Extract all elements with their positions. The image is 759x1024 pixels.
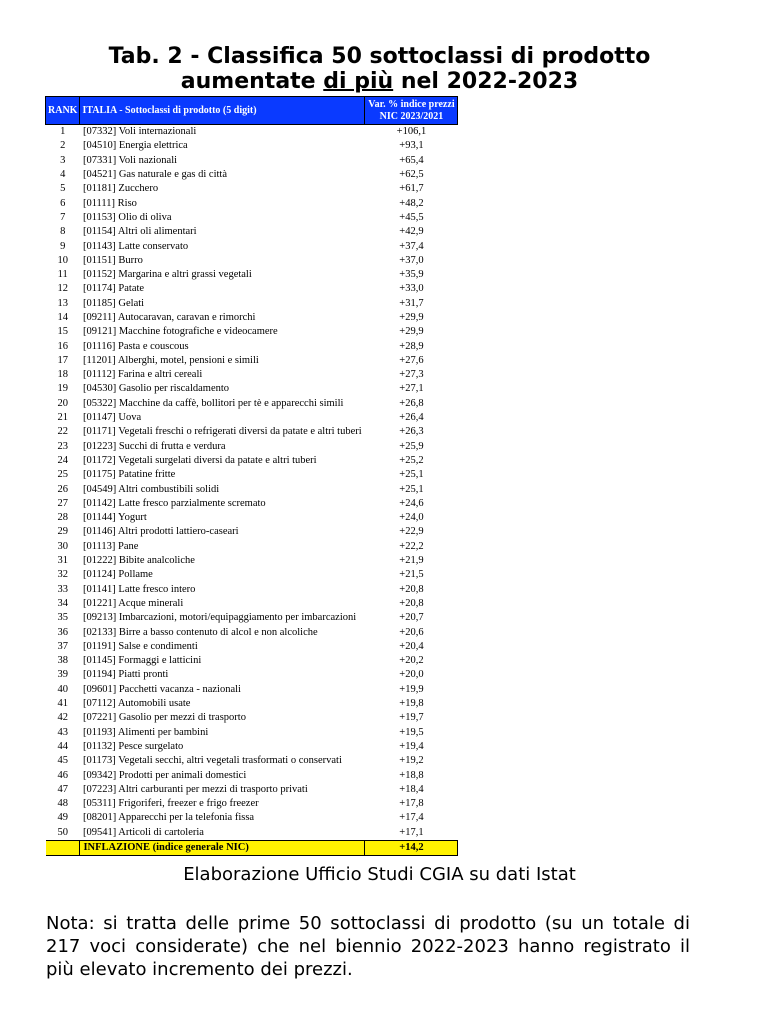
value-cell: +25,1 [399,469,424,481]
rank-cell: 44 [57,740,68,752]
product-name-cell: [01151] Burro [82,254,143,266]
rank-cell: 14 [57,312,68,323]
value-cell: +37,4 [399,240,424,252]
rank-cell: 16 [57,340,68,352]
value-cell: +19,4 [399,740,424,752]
rank-cell: 28 [57,512,68,524]
product-name-cell: [02133] Birre a basso contenuto di alcol e non alcoliche [82,626,318,638]
table-row [46,196,458,210]
title-line-2 [0,69,759,94]
value-cell: +25,9 [399,440,424,452]
rank-cell: 7 [60,211,66,223]
product-name-cell: [01147] Uova [82,412,142,424]
table-row [46,411,458,425]
rank-cell: 45 [57,755,68,767]
value-cell: +20,7 [399,612,424,624]
value-cell: +29,9 [399,312,424,323]
table-row [46,139,458,153]
value-cell: +35,9 [399,269,424,281]
inflation-value: +14,2 [365,840,458,855]
rank-cell: 29 [57,526,68,538]
rank-cell: 25 [57,469,68,481]
product-name-cell: [01193] Alimenti per bambini [82,726,209,738]
product-name-cell: [01145] Formaggi e latticini [82,655,202,667]
source-caption: Elaborazione Ufficio Studi CGIA su dati Istat [183,864,576,885]
inflation-rank-cell [46,840,80,855]
product-name-cell: [01112] Farina e altri cereali [82,369,203,381]
rank-cell: 3 [60,154,66,166]
rank-cell: 12 [57,283,68,295]
table-row [46,797,458,811]
value-cell: +45,5 [399,211,424,223]
rank-cell: 17 [57,354,68,366]
table-row [46,382,458,396]
rank-cell: 32 [57,569,68,581]
table-row [46,583,458,597]
product-name-cell: [01173] Vegetali secchi, altri vegetali trasformati o conservati [82,755,342,767]
product-name-cell: [01185] Gelati [82,297,145,309]
rank-cell: 13 [57,297,68,309]
product-name-cell: [07331] Voli nazionali [82,154,178,166]
product-name-cell: [01181] Zucchero [82,183,159,195]
table-row [46,740,458,754]
value-cell: +48,2 [399,197,424,209]
product-name-cell: [01174] Patate [82,283,145,295]
rank-cell: 46 [57,769,68,781]
inflation-label: INFLAZIONE (indice generale NIC) [80,840,365,855]
table-row [46,425,458,439]
value-cell: +17,1 [399,826,424,838]
rank-cell: 26 [57,483,68,495]
value-cell: +20,8 [399,583,424,595]
value-cell: +20,6 [399,626,424,638]
product-name-cell: [01223] Succhi di frutta e verdura [82,440,226,452]
table-row [46,611,458,625]
document-title [0,44,759,94]
value-cell: +61,7 [399,183,424,195]
value-cell: +27,1 [399,383,424,395]
value-cell: +37,0 [399,254,424,266]
rank-cell: 49 [57,812,68,824]
value-cell: +17,4 [399,812,424,824]
rank-cell: 34 [57,597,68,609]
table-row [46,311,458,325]
rank-cell: 35 [57,612,68,624]
product-name-cell: [01154] Altri oli alimentari [82,226,197,238]
value-cell: +19,7 [399,712,424,724]
value-cell: +26,4 [399,412,424,424]
rank-cell: 9 [60,240,66,252]
product-name-cell: [07221] Gasolio per mezzi di trasporto [82,712,246,724]
product-name-cell: [01221] Acque minerali [82,597,184,609]
value-cell: +19,8 [399,698,424,710]
rank-cell: 19 [57,383,68,395]
value-cell: +22,2 [399,540,424,552]
product-name-cell: [01152] Margarina e altri grassi vegetali [82,269,252,281]
table-row [46,397,458,411]
rank-cell: 39 [57,669,68,681]
product-name-cell: [01171] Vegetali freschi o refrigerati diversi da patate e altri tuberi [82,426,362,438]
table-row [46,339,458,353]
value-cell: +93,1 [399,140,424,152]
product-name-cell: [04549] Altri combustibili solidi [82,483,220,495]
table-row [46,239,458,253]
value-cell: +20,0 [399,669,424,681]
value-cell: +42,9 [399,226,424,238]
product-name-cell: [09121] Macchine fotografiche e videocamere [82,326,278,338]
table-row [46,225,458,239]
table-row [46,540,458,554]
product-name-cell: [01146] Altri prodotti lattiero-caseari [82,526,239,538]
rank-cell: 10 [57,254,68,266]
product-name-cell: [07112] Automobili usate [82,698,191,710]
rank-cell: 6 [60,197,66,209]
value-cell: +17,8 [399,798,424,810]
value-cell: +24,0 [399,512,424,524]
product-name-cell: [09601] Pacchetti vacanza - nazionali [82,683,241,695]
table-row [46,282,458,296]
product-name-cell: [01175] Patatine fritte [82,469,176,481]
title-line-2-start: aumentate [180,69,324,94]
rank-cell: 42 [57,712,68,724]
header-value-line-2: NIC 2023/2021 [379,110,444,122]
table-row [46,182,458,196]
value-cell: +27,6 [399,354,424,366]
table-row [46,125,458,140]
product-name-cell: [01194] Piatti pronti [82,669,169,681]
value-cell: +106,1 [396,126,427,138]
value-cell: +19,9 [399,683,424,695]
table-row [46,254,458,268]
product-name-cell: [01172] Vegetali surgelati diversi da patate e altri tuberi [82,454,317,466]
rank-cell: 20 [57,397,68,409]
rank-cell: 11 [57,269,68,281]
product-name-cell: [04510] Energia elettrica [82,140,188,152]
table-row [46,482,458,496]
value-cell: +22,9 [399,526,424,538]
table-row [46,168,458,182]
table-row [46,826,458,841]
table-row [46,725,458,739]
product-name-cell: [01116] Pasta e couscous [82,340,189,352]
value-cell: +62,5 [399,169,424,181]
rank-cell: 38 [57,655,68,667]
rank-cell: 31 [57,555,68,567]
rank-cell: 47 [57,783,68,795]
rank-cell: 15 [57,326,68,338]
table-body [46,125,458,856]
product-name-cell: [01142] Latte fresco parzialmente scremato [82,497,266,509]
table-row [46,711,458,725]
value-cell: +25,1 [399,483,424,495]
table-row [46,154,458,168]
value-cell: +20,8 [399,597,424,609]
value-cell: +18,4 [399,783,424,795]
value-cell: +20,4 [399,640,424,652]
product-name-cell: [09541] Articoli di cartoleria [82,826,204,838]
value-cell: +19,5 [399,726,424,738]
rank-cell: 33 [57,583,68,595]
product-name-cell: [01144] Yogurt [82,512,147,524]
value-cell: +19,2 [399,755,424,767]
table-row [46,640,458,654]
rank-cell: 1 [60,126,66,138]
product-name-cell: [08201] Apparecchi per la telefonia fissa [82,812,255,824]
rank-cell: 30 [57,540,68,552]
product-name-cell: [11201] Alberghi, motel, pensioni e simili [82,354,259,366]
product-name-cell: [01141] Latte fresco intero [82,583,196,595]
title-line-2-end: nel 2022-2023 [393,69,579,94]
value-cell: +25,2 [399,454,424,466]
table-row [46,454,458,468]
product-name-cell: [07332] Voli internazionali [82,126,197,138]
value-cell: +21,9 [399,555,424,567]
rank-cell: 8 [60,226,66,238]
rank-cell: 50 [57,826,68,838]
header-rank: RANK [46,97,80,125]
rank-cell: 23 [57,440,68,452]
footnote: Nota: si tratta delle prime 50 sottoclassi di prodotto (su un totale di 217 voci considerate) che nel biennio 2022-2023 hanno registrato il più elevato incremento dei prezzi. [46,913,690,980]
product-name-cell: [09211] Autocaravan, caravan e rimorchi [82,312,256,323]
rank-cell: 22 [57,426,68,438]
table-row [46,325,458,339]
rank-cell: 43 [57,726,68,738]
value-cell: +24,6 [399,497,424,509]
value-cell: +20,2 [399,655,424,667]
table-row [46,768,458,782]
value-cell: +31,7 [399,297,424,309]
rank-cell: 5 [60,183,66,195]
title-line-2-underlined: di più [323,69,394,94]
rank-cell: 18 [57,369,68,381]
table-row [46,368,458,382]
header-value-line-1: Var. % indice prezzi [368,98,455,110]
table-row [46,554,458,568]
table-row [46,811,458,825]
ranking-table [45,96,458,856]
rank-cell: 2 [60,140,66,152]
rank-cell: 36 [57,626,68,638]
value-cell: +18,8 [399,769,424,781]
table-row [46,468,458,482]
rank-cell: 27 [57,497,68,509]
table-row [46,625,458,639]
table-row [46,211,458,225]
table-row [46,525,458,539]
product-name-cell: [05311] Frigoriferi, freezer e frigo freezer [82,798,259,810]
value-cell: +26,3 [399,426,424,438]
product-name-cell: [04521] Gas naturale e gas di città [82,169,227,181]
product-name-cell: [01132] Pesce surgelato [82,740,184,752]
title-line-1: Tab. 2 - Classifica 50 sottoclassi di prodotto [108,44,651,69]
value-cell: +27,3 [399,369,424,381]
table-row [46,697,458,711]
table-row [46,497,458,511]
table-row [46,683,458,697]
product-name-cell: [01153] Olio di oliva [82,211,172,223]
product-name-cell: [09213] Imbarcazioni, motori/equipaggiamento per imbarcazioni [82,612,357,624]
table-row [46,597,458,611]
value-cell: +33,0 [399,283,424,295]
table-row [46,440,458,454]
product-name-cell: [07223] Altri carburanti per mezzi di trasporto privati [82,783,308,795]
inflation-row [46,840,458,855]
rank-cell: 41 [57,698,68,710]
product-name-cell: [04530] Gasolio per riscaldamento [82,383,230,395]
rank-cell: 21 [57,412,68,424]
table-header-row [46,97,458,125]
table-row [46,783,458,797]
value-cell: +28,9 [399,340,424,352]
product-name-cell: [01113] Pane [82,540,139,552]
product-name-cell: [05322] Macchine da caffè, bollitori per tè e apparecchi simili [82,397,344,409]
value-cell: +65,4 [399,154,424,166]
rank-cell: 37 [57,640,68,652]
product-name-cell: [01143] Latte conservato [82,240,189,252]
table-row [46,754,458,768]
product-name-cell: [01124] Pollame [82,569,153,581]
table-row [46,568,458,582]
product-name-cell: [01191] Salse e condimenti [82,640,198,652]
product-name-cell: [01111] Riso [82,197,137,209]
table-row [46,654,458,668]
table-row [46,268,458,282]
product-name-cell: [09342] Prodotti per animali domestici [82,769,247,781]
rank-cell: 40 [57,683,68,695]
table-row [46,668,458,682]
header-value [365,97,458,125]
rank-cell: 4 [60,169,66,181]
table-row [46,354,458,368]
rank-cell: 24 [57,454,68,466]
rank-cell: 48 [57,798,68,810]
value-cell: +29,9 [399,326,424,338]
header-name: ITALIA - Sottoclassi di prodotto (5 digit) [80,97,365,125]
table-row [46,297,458,311]
table-row [46,511,458,525]
product-name-cell: [01222] Bibite analcoliche [82,555,195,567]
value-cell: +21,5 [399,569,424,581]
value-cell: +26,8 [399,397,424,409]
